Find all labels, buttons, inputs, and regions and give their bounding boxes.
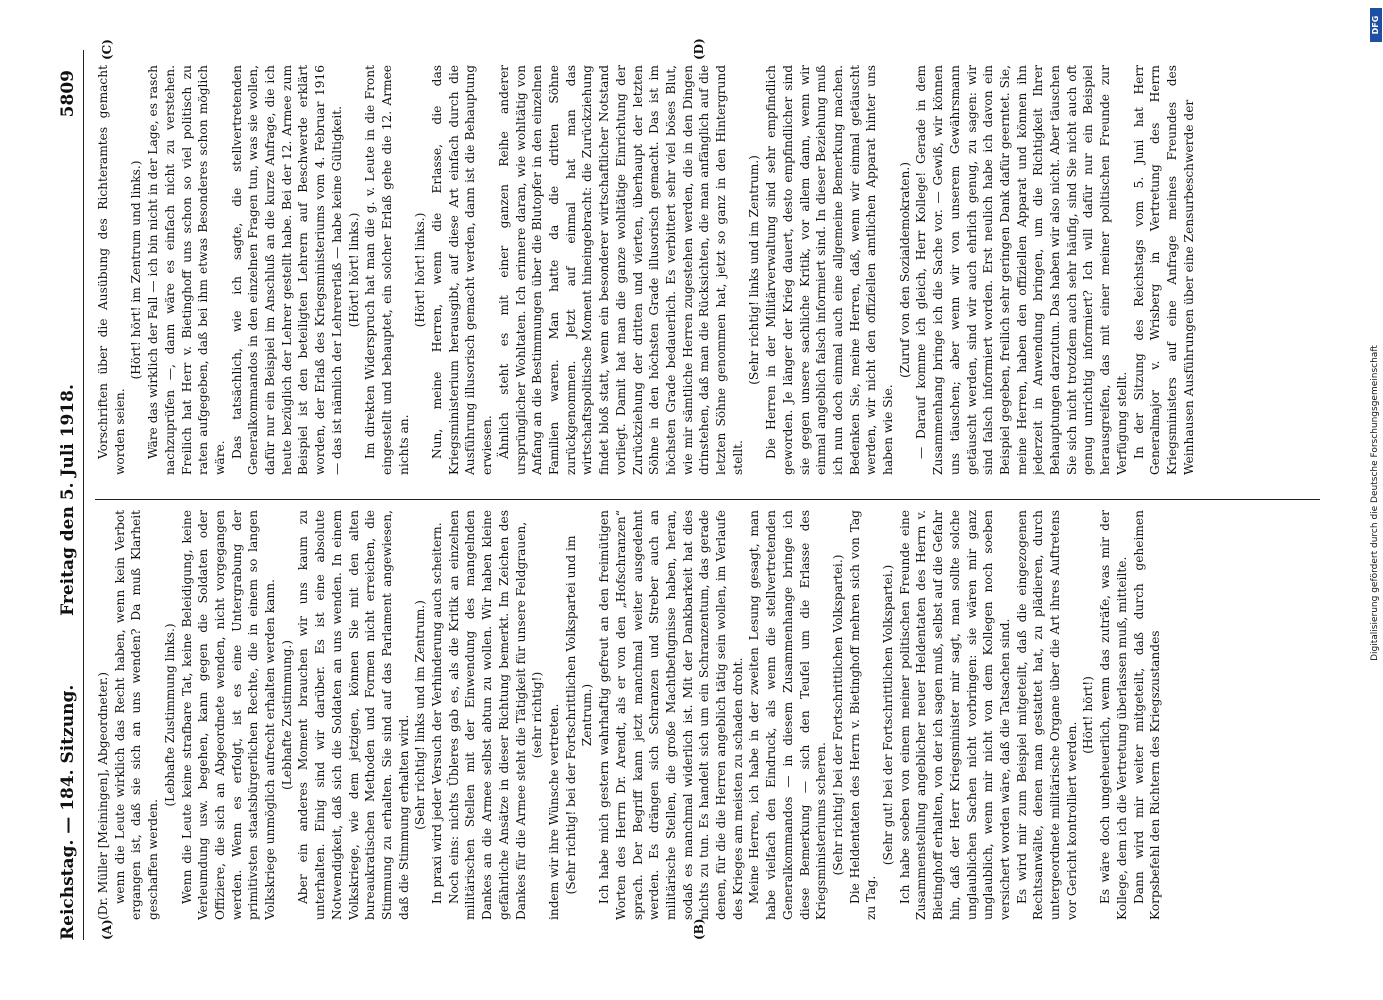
paragraph: (Sehr richtig! links und im Zentrum.): [747, 155, 762, 385]
paragraph: (Hört! hört! links.): [346, 212, 361, 328]
margin-marker-d: (D): [692, 38, 706, 60]
dfg-logo-text: DFG: [1371, 15, 1380, 35]
paragraph: Das tatsächlich, wie ich sagte, die stellvertretenden Generalkommandos in den einzelnen Fragen tun, was sie wollen, dafür nur ein Beispiel im Anschluß an die kurze Anfrage, die ich heute bezüglich der Lehrer gestellt habe. Bei der 12. Armee zum Beispiel ist den beteiligten Lehrern auf Beschwerde erklärt worden, der Erlaß des Kriegsministeriums vom 4. Februar 1916 — das ist nämlich der Lehrererlaß — habe keine Gültigkeit.: [229, 65, 344, 475]
digitization-note-text: Digitalisierung gefördert durch die Deutsche Forschungsgemeinschaft: [1370, 345, 1380, 661]
paragraph: Wenn die Leute keine strafbare Tat, keine Beleidigung, keine Verleumdung usw. begehen, kann gegen die Soldaten oder Offiziere, die sich an Abgeordnete wenden, nicht vorgegangen werden. Wenn es erfolgt, ist es eine Untergrabung der primitivsten staatsbürgerlichen Rechte, die in einem so langen Volkskriege unmöglich aufrecht erhalten werden kann.: [179, 510, 278, 920]
paragraph: (Sehr richtig! bei der Fortschrittlichen Volkspartei und im Zentrum.): [563, 535, 595, 895]
paragraph: (Sehr gut! bei der Fortschrittlichen Volkspartei.): [881, 564, 896, 866]
left-text-column: [95, 510, 1320, 920]
paragraph: wenn die Leute wirklich das Recht haben, wenn kein Verbot ergangen ist, daß sie sich an uns wenden? Da muß Klarheit geschaffen werden.: [112, 510, 161, 920]
paragraph: Noch eins: nichts Übleres gab es, als die Kritik an einzelnen militärischen Stellen mit der Einwendung des mangelnden Dankes an die Armee selbst abtun zu wollen. Wir haben kleine gefährliche Ansätze in dieser Richtung bemerkt. Im Zeichen des Dankes für die Armee steht die Tätigkeit für unsere Feldgrauen,: [446, 510, 528, 920]
paragraph: Die Heldentaten des Herrn v. Bietinghoff mehren sich von Tag zu Tag.: [847, 510, 879, 920]
header-rule: [83, 50, 84, 940]
paragraph: Ich habe soeben von einem meiner politischen Freunde eine Zusammenstellung angeblicher neuer Heldentaten des Herrn v. Bietinghoff erhalten, von der ich sagen muß, selbst auf die Gefahr hin, daß der Herr Kriegsminister mir sagt, man sollte solche unglaublichen Sachen nicht vorbringen: sie wären mir ganz unglaublich, wenn mir nicht von dem Kollegen noch soeben versichert worden wäre, daß die Tatsachen sind.: [897, 510, 1012, 920]
paragraph: Meine Herren, ich habe in der zweiten Lesung gesagt, man habe vielfach den Eindruck, als wenn die stellvertretenden Generalkommandos — in diesem Zusammenhange bringe ich diese Bemerkung — sich den Teufel um die Erlasse des Kriegsministeriums scheren.: [747, 510, 829, 920]
paragraph: Ähnlich steht es mit einer ganzen Reihe anderer ursprünglicher Wohltaten. Ich erinnere daran, wie wohltätig von Anfang an die Bestimmungen über die Blutopfer in den einzelnen Familien waren. Man hatte da die dritten Söhne zurückgenommen. Jetzt auf einmal hat man das wirtschaftspolitische Moment hineingebracht: die Zurückziehung findet bloß statt, wenn ein besonderer wirtschaftlicher Notstand vorliegt. Damit hat man die ganze wohltätige Einrichtung der Zurückziehung der dritten und vierten, überhaupt der letzten Söhne in den höchsten Grade illusorisch gemacht. Das ist im höchsten Grade bedauerlich. Es verbittert sehr viel böses Blut, wie mir sämtliche Herren zugestehen werden, die in den Dingen drinstehen, daß man die Rücksichten, die man anfänglich auf die letzten Söhne genommen hat, jetzt so ganz in den Hintergrund stellt.: [496, 65, 745, 475]
paragraph: Aber ein anderes Moment brauchen wir uns kaum zu unterhalten. Einig sind wir darüber. Es ist eine absolute Notwendigkeit, daß sich die Soldaten an uns wenden. In einem Volkskriege, wie dem jetzigen, können Sie mit den alten bureaukratischen Methoden und Formen nicht erreichen, die Stimmung zu erhalten. Sie sind auf das Parlament angewiesen, daß die Stimmung erhalten wird.: [296, 510, 411, 920]
paragraph: In praxi wird jeder Versuch der Verhinderung auch scheitern.: [430, 522, 445, 904]
page-number: 5809: [58, 70, 78, 118]
paragraph: (Lebhafte Zustimmung links.): [162, 623, 177, 807]
paragraph: Wäre das wirklich der Fall — ich bin nicht in der Lage, es rasch nachzuprüfen —, dann wäre es einfach nicht zu verstehen. Freilich hat Herr v. Bietinghoff uns schon so viel politisch zu raten aufgegeben, daß bei ihm etwas Besonderes schon möglich wäre.: [146, 65, 227, 475]
paragraph: (Lebhafte Zustimmung.): [279, 639, 294, 791]
paragraph: Nun, meine Herren, wenn die Erlasse, die das Kriegsministerium herausgibt, auf diese Art einfach durch die Ausführung illusorisch gemacht werden, dann ist die Behauptung erwiesen.: [430, 65, 495, 475]
paragraph: Ich habe mich gestern wahrhaftig gefreut an den freimütigen Worten des Herrn Dr. Arendt, als er von den „Hofschranzen“ sprach. Der Begriff kann jetzt manchmal weiter ausgedehnt werden. Es drängen sich Schranzen und Streber auch an militärische Stellen, die große Machtbefugnisse haben, heran, sodaß es manchmal widerlich ist. Mit der Dankbarkeit hat dies nichts zu tun. Es handelt sich um ein Schranzentum, das gerade denen, für die die Herren angeblich tätig sein wollen, im Verlaufe des Krieges am meisten zu schaden droht.: [597, 510, 745, 920]
paragraph: (Sehr richtig! links und im Zentrum.): [413, 600, 428, 830]
paragraph: (Hört! hört! im Zentrum und links.): [129, 160, 144, 380]
margin-marker-b: (B): [692, 918, 706, 940]
paragraph: Es wäre doch ungeheuerlich, wenn das zuträfe, was mir der Kollege, dem ich die Vertretung überlassen muß, mitteilte.: [1098, 510, 1129, 920]
margin-marker-a: (A): [100, 919, 114, 940]
paragraph: indem wir ihre Wünsche vertreten.: [546, 703, 561, 920]
paragraph: (Zuruf von den Sozialdemokraten.): [897, 162, 912, 378]
paragraph: (Hört! hört!): [1081, 676, 1096, 754]
running-header-date: Freitag den 5. Juli 1918.: [58, 384, 78, 616]
margin-marker-c: (C): [100, 39, 114, 60]
paragraph: Dann wird mir weiter mitgeteilt, daß durch geheimen Korpsbefehl den Richtern des Kriegszustandes: [1131, 510, 1163, 920]
running-header-left: Reichstag. — 184. Sitzung.: [58, 684, 78, 940]
paragraph: (Sehr richtig! bei der Fortschrittlichen Volkspartei.): [830, 554, 845, 876]
paragraph: Vorschriften über die Ausübung des Richteramtes gemacht worden seien.: [96, 65, 127, 475]
digitization-note: [1368, 8, 1382, 998]
paragraph: Im direkten Widerspruch hat man die g. v. Leute in die Front eingestellt und behauptet, ein solcher Erlaß gehe die 12. Armee nichts an.: [363, 65, 411, 475]
right-text-column: [95, 65, 1320, 475]
paragraph: (sehr richtig!): [530, 671, 545, 759]
paragraph: (Dr. Müller [Meiningen], Abgeordneter.): [96, 672, 110, 920]
column-divider: [95, 499, 1320, 500]
dfg-logo: [1370, 8, 1382, 42]
paragraph: Es wird mir zum Beispiel mitgeteilt, daß die eingezogenen Rechtsanwälte, denen man gestattet hat, zu plädieren, durch untergeordnete militärische Organe über die Art ihres Auftretens vor Gericht kontrolliert werden.: [1014, 510, 1079, 920]
paragraph: — Darauf komme ich gleich, Herr Kollege! Gerade in dem Zusammenhang bringe ich die Sache vor. — Gewiß, wir können uns täuschen; aber wenn wir von unserem Gewährsmann getäuscht werden, sind wir auch ehrlich genug, zu sagen: wir sind falsch informiert worden. Erst neulich habe ich davon ein Beispiel gegeben, freilich sehr geringen Dank dafür geerntet. Sie, meine Herren, haben den offiziellen Apparat und können ihn jederzeit in Anwendung bringen, um die Richtigkeit Ihrer Behauptungen darzutun. Das haben wir also nicht. Aber täuschen Sie sich nicht trotzdem auch sehr häufig, sind Sie nicht auch oft genug unrichtig informiert? Ich will dafür nur ein Beispiel herausgreifen, das mit einer meiner politischen Freunde zur Verfügung stellt.: [914, 65, 1129, 475]
paragraph: (Hört! hört! links.): [413, 212, 428, 328]
paragraph: Die Herren in der Militärverwaltung sind sehr empfindlich geworden. Je länger der Krieg dauert, desto empfindlicher sind sie gegen unsere sachliche Kritik, vor allem dann, wenn wir einmal angeblich falsch informiert sind. In dieser Beziehung muß ich nun doch einmal auch eine allgemeine Bemerkung machen. Bedenken Sie, meine Herren, daß, wenn wir einmal getäuscht werden, wir nicht den offiziellen amtlichen Apparat hinter uns haben wie Sie.: [764, 65, 896, 475]
paragraph: In der Sitzung des Reichstags vom 5. Juni hat Herr Generalmajor v. Wrisberg in Vertretung des Herrn Kriegsministers auf eine Anfrage meines Freundes des Weinhausen Ausführungen über eine Zensurbeschwerde der: [1131, 65, 1196, 475]
